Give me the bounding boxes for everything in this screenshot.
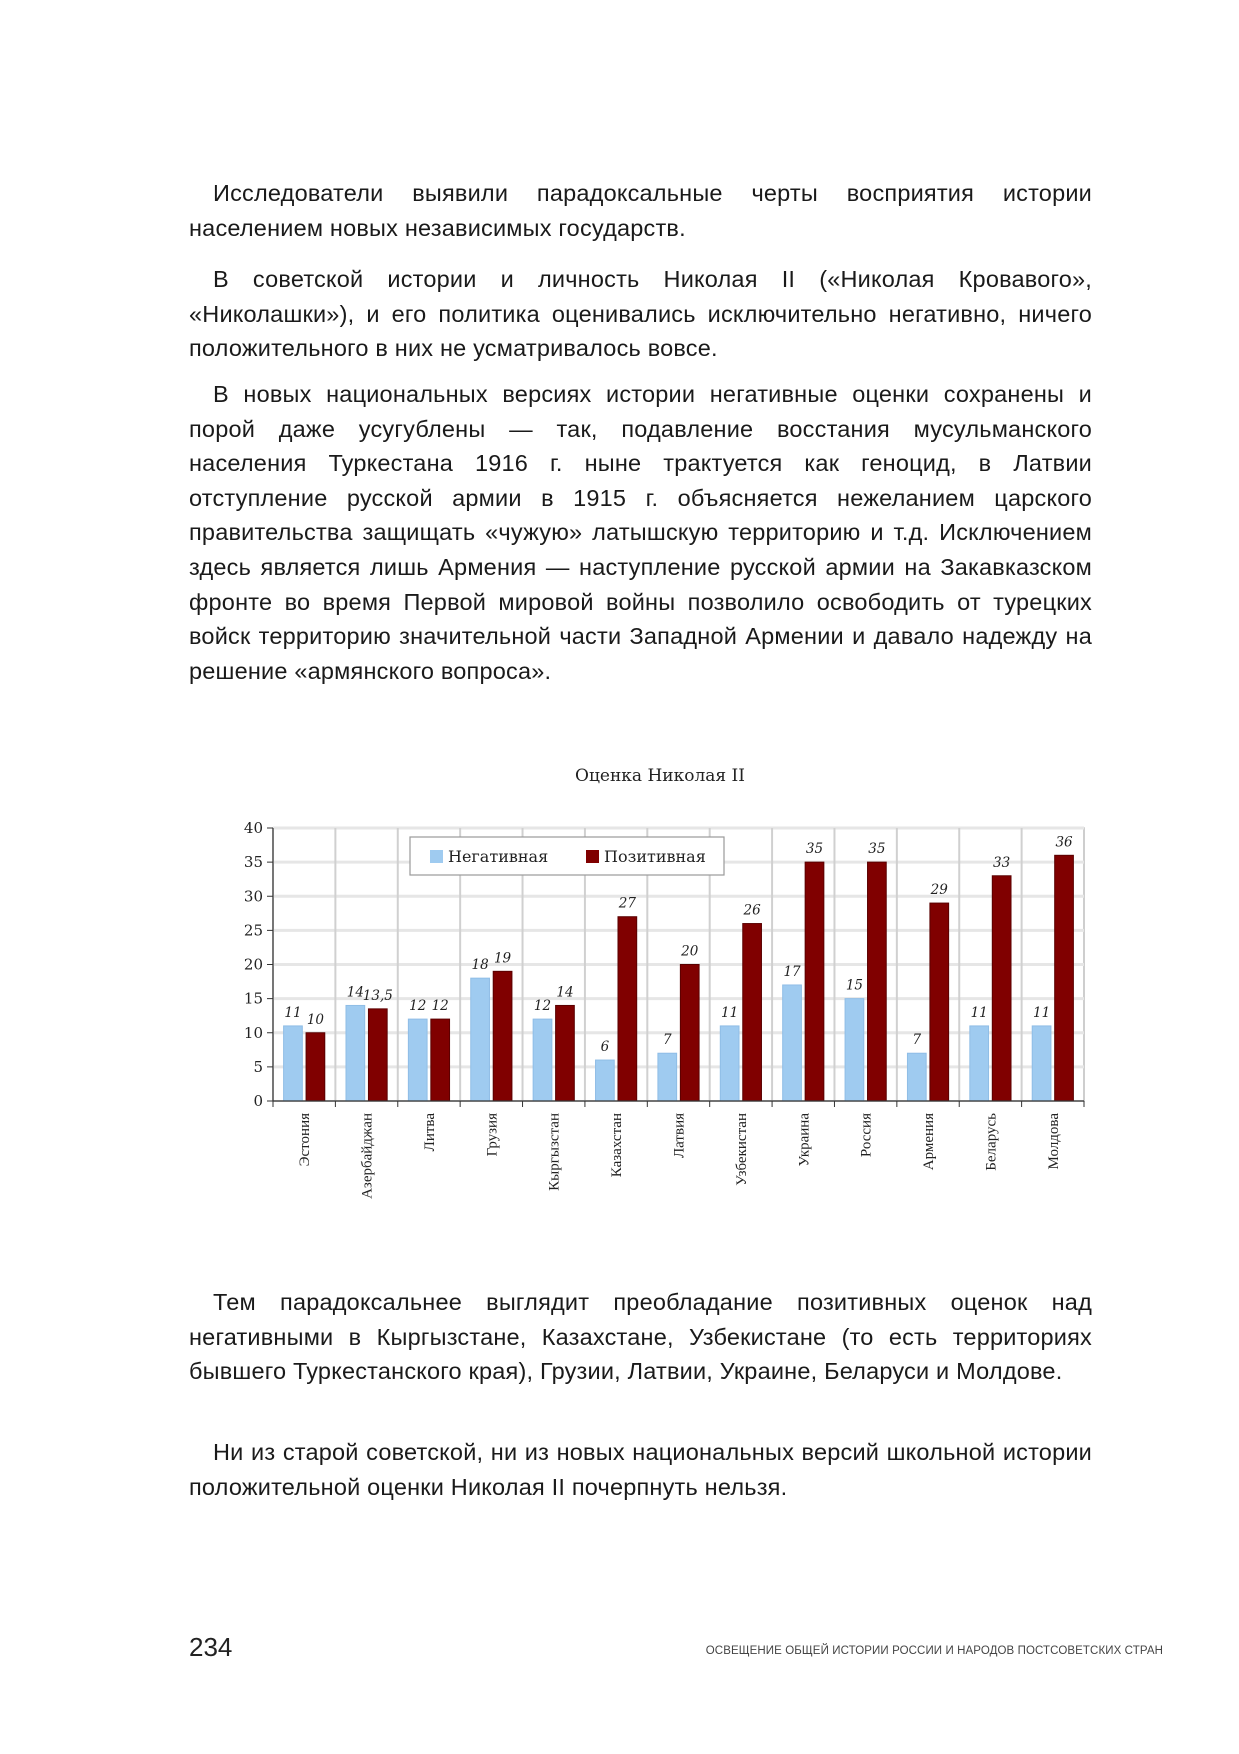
data-label-positive: 29 xyxy=(930,882,948,899)
x-category-label: Грузия xyxy=(484,1113,501,1157)
data-label-negative: 12 xyxy=(533,998,552,1015)
data-label-positive: 36 xyxy=(1055,834,1073,851)
legend-label-positive: Позитивная xyxy=(604,847,706,866)
data-label-negative: 11 xyxy=(1032,1004,1051,1021)
y-tick-label: 20 xyxy=(243,955,263,974)
data-label-positive: 10 xyxy=(306,1011,325,1028)
bar-negative xyxy=(658,1053,677,1101)
data-label-positive: 35 xyxy=(868,841,886,858)
data-label-positive: 12 xyxy=(431,998,449,1015)
paragraph-text: Тем парадоксальнее выглядит преобладание позитивных оценок над негативными в Кыргызстане, Казахстане, Узбекистане (то есть территориях бывшего Туркестанского края), Грузии, Латвии, Украине, Беларуси и Молдове. xyxy=(189,1289,1092,1385)
bar-positive xyxy=(992,876,1011,1101)
x-category-label: Азербайджан xyxy=(359,1113,376,1199)
bar-positive xyxy=(368,1009,387,1101)
data-label-negative: 7 xyxy=(912,1032,922,1049)
paragraph-intro xyxy=(189,176,1092,245)
legend-label-negative: Негативная xyxy=(448,847,549,866)
paragraph-text: В советской истории и личность Николая II («Николая Кровавого», «Николашки»), и его политика оценивались исключительно негативно, ничего положительного в них не усматривалось вовсе. xyxy=(189,266,1092,362)
x-category-label: Беларусь xyxy=(983,1113,1000,1171)
bar-positive xyxy=(556,1005,575,1101)
bar-positive xyxy=(493,971,512,1101)
data-label-negative: 14 xyxy=(346,984,364,1001)
paragraph-conclusion xyxy=(189,1435,1092,1504)
page-number: 234 xyxy=(189,1632,233,1662)
paragraph-soviet-history xyxy=(189,262,1092,366)
y-tick-label: 35 xyxy=(243,853,263,872)
bar-positive xyxy=(930,903,949,1101)
x-category-label: Узбекистан xyxy=(733,1113,750,1186)
data-label-positive: 35 xyxy=(805,841,824,858)
data-label-positive: 20 xyxy=(681,943,699,960)
x-category-label: Украина xyxy=(796,1113,813,1167)
bar-positive xyxy=(680,965,699,1102)
x-category-label: Эстония xyxy=(297,1113,314,1167)
bar-positive xyxy=(306,1033,325,1101)
y-tick-label: 10 xyxy=(243,1023,263,1042)
bar-positive xyxy=(805,862,824,1101)
data-label-negative: 11 xyxy=(721,1004,739,1021)
paragraph-text: Ни из старой советской, ни из новых национальных версий школьной истории положительной оценки Николая II почерпнуть нельзя. xyxy=(189,1439,1092,1500)
x-category-label: Молдова xyxy=(1045,1113,1062,1170)
y-tick-label: 5 xyxy=(253,1057,263,1076)
data-label-negative: 11 xyxy=(970,1004,988,1021)
bar-positive xyxy=(618,917,637,1101)
bar-negative xyxy=(533,1019,552,1101)
chart-title: Оценка Николая II xyxy=(575,766,745,786)
data-label-negative: 15 xyxy=(845,977,864,994)
paragraph-text: В новых национальных версиях истории негативные оценки сохранены и порой даже усугублены — так, подавление восстания мусульманского населения Туркестана 1916 г. ныне трактуется как геноцид, в Латвии отступление русской армии в 1915 г. объясняется нежеланием царского правительства защищать «чужую» латышскую территорию и т.д. Исключением здесь является лишь Армения — наступление русской армии на Закавказском фронте во время Первой мировой войны позволило освободить от турецких войск территорию значительной части Западной Армении и давало надежду на решение «армянского вопроса». xyxy=(189,381,1092,684)
y-tick-label: 0 xyxy=(253,1092,263,1110)
paragraph-text: Исследователи выявили парадоксальные черты восприятия истории населением новых независимых государств. xyxy=(189,180,1092,241)
legend-swatch-positive xyxy=(586,850,599,863)
legend-swatch-negative xyxy=(430,850,443,863)
data-label-negative: 6 xyxy=(600,1039,610,1056)
data-label-positive: 27 xyxy=(618,895,636,912)
y-tick-label: 15 xyxy=(243,989,263,1008)
x-category-label: Россия xyxy=(858,1113,875,1158)
bar-positive xyxy=(868,862,887,1101)
data-label-positive: 19 xyxy=(493,950,512,967)
running-title: ОСВЕЩЕНИЕ ОБЩЕЙ ИСТОРИИ РОССИИ И НАРОДОВ ПОСТСОВЕТСКИХ СТРАН xyxy=(705,1645,1163,1657)
legend xyxy=(410,837,724,875)
data-label-negative: 11 xyxy=(284,1004,302,1021)
bar-negative xyxy=(408,1019,427,1101)
data-label-negative: 7 xyxy=(662,1032,672,1049)
data-label-positive: 33 xyxy=(993,854,1011,871)
paragraph-national-versions xyxy=(189,377,1092,688)
data-label-positive: 14 xyxy=(556,984,574,1001)
bar-negative xyxy=(596,1060,615,1101)
bar-negative xyxy=(907,1053,926,1101)
bar-negative xyxy=(346,1005,365,1101)
bar-negative xyxy=(783,985,802,1101)
y-tick-label: 25 xyxy=(243,921,263,940)
bar-negative xyxy=(845,999,864,1101)
x-category-label: Литва xyxy=(421,1113,438,1152)
bar-negative xyxy=(471,978,490,1101)
bar-positive xyxy=(1055,855,1074,1101)
y-tick-label: 30 xyxy=(243,887,263,906)
x-category-label: Латвия xyxy=(671,1113,688,1159)
x-category-label: Кыргызстан xyxy=(546,1113,563,1191)
bar-positive xyxy=(743,924,762,1101)
data-label-positive: 26 xyxy=(743,902,761,919)
data-label-negative: 18 xyxy=(471,957,489,974)
y-tick-label: 40 xyxy=(243,819,263,837)
chart-nicholas-ii-assessment xyxy=(220,755,1100,1225)
x-category-label: Казахстан xyxy=(609,1113,626,1178)
data-label-negative: 17 xyxy=(783,963,801,980)
bar-negative xyxy=(1032,1026,1051,1101)
bar-positive xyxy=(431,1019,450,1101)
bar-negative xyxy=(720,1026,739,1101)
bar-negative xyxy=(970,1026,989,1101)
paragraph-paradox xyxy=(189,1285,1092,1389)
chart-svg xyxy=(220,755,1100,1225)
data-label-positive: 13,5 xyxy=(362,987,393,1004)
x-category-label: Армения xyxy=(921,1113,938,1171)
bar-negative xyxy=(284,1026,303,1101)
data-label-negative: 12 xyxy=(409,998,427,1015)
